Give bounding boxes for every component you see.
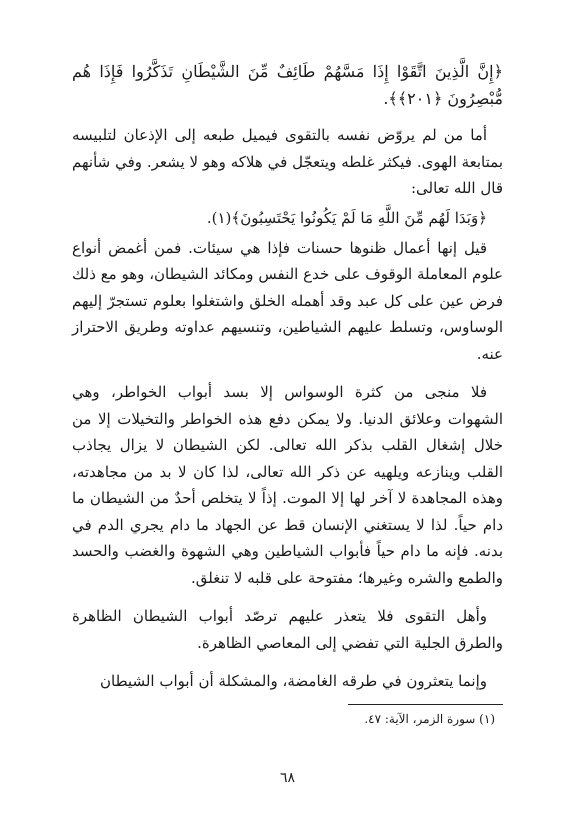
- paragraph-4: وأهل التقوى فلا يتعذر عليهم ترصّد أبواب الشيطان الظاهرة والطرق الجلية التي تفضي إلى المعاصي الظاهرة.: [72, 607, 503, 652]
- paragraph-3: فلا منجى من كثرة الوسواس إلا بسد أبواب الخواطر، وهي الشهوات وعلائق الدنيا. ولا يمكن دفع هذه الخواطر والتخيلات إلا من خلال إشغال القلب بذكر الله تعالى. لكن الشيطان لا يزال يجاذب القلب وينازعه ويلهيه عن ذكر الله تعالى، لذا كان لا بد من مجاهدته، وهذه المجاهدة لا آخر لها إلا الموت. إذاً لا يتخلص أحدٌ من الشيطان ما دام حياً. لذا لا يستغني الإنسان قط عن الجهاد ما دام يجري الدم في بدنه. فإنه ما دام حياً فأبواب الشياطين وهي الشهوة والغضب والحسد والطمع والشره وغيرها؛ مفتوحة على قلبه لا تنغلق.: [72, 383, 503, 587]
- quran-verse-top: ﴿إِنَّ الَّذِينَ اتَّقَوْا إِذَا مَسَّهُمْ طَائِفٌ مِّنَ الشَّيْطَانِ تَذَكَّرُوا فَإِذَا هُم مُّبْصِرُونَ ﴿٢٠١﴾﴾.: [72, 62, 503, 108]
- quran-verse-inline: ﴿وَبَدَا لَهُم مِّنَ اللَّهِ مَا لَمْ يَكُونُوا يَحْتَسِبُونَ﴾(١).: [206, 208, 487, 227]
- footnote-divider: [348, 704, 503, 705]
- paragraph-5: وإنما يتعثرون في طرقه الغامضة، والمشكلة أن أبواب الشيطان: [100, 672, 487, 690]
- page-number: ٦٨: [279, 770, 296, 786]
- paragraph-2: قيل إنها أعمال ظنوها حسنات فإذا هي سيئات. فمن أغمض أنواع علوم المعاملة الوقوف على خدع النفس ومكائد الشيطان، وهو مع ذلك فرض عين على كل عبد وقد أهمله الخلق واشتغلوا بعلوم تستجرّ إليهم الوساوس، وتسلط عليهم الشياطين، وتنسيهم عداوته وطريق الاحتراز عنه.: [72, 238, 503, 363]
- paragraph-1: أما من لم يروّض نفسه بالتقوى فيميل طبعه إلى الإذعان لتلبيسه بمتابعة الهوى. فيكثر غلطه ويتعجّل في هلاكه وهو لا يشعر. وفي شأنهم قال الله تعالى:: [72, 126, 503, 197]
- page-body: [72, 58, 503, 695]
- footnote: (١) سورة الزمر، الآية: ٤٧.: [364, 712, 495, 726]
